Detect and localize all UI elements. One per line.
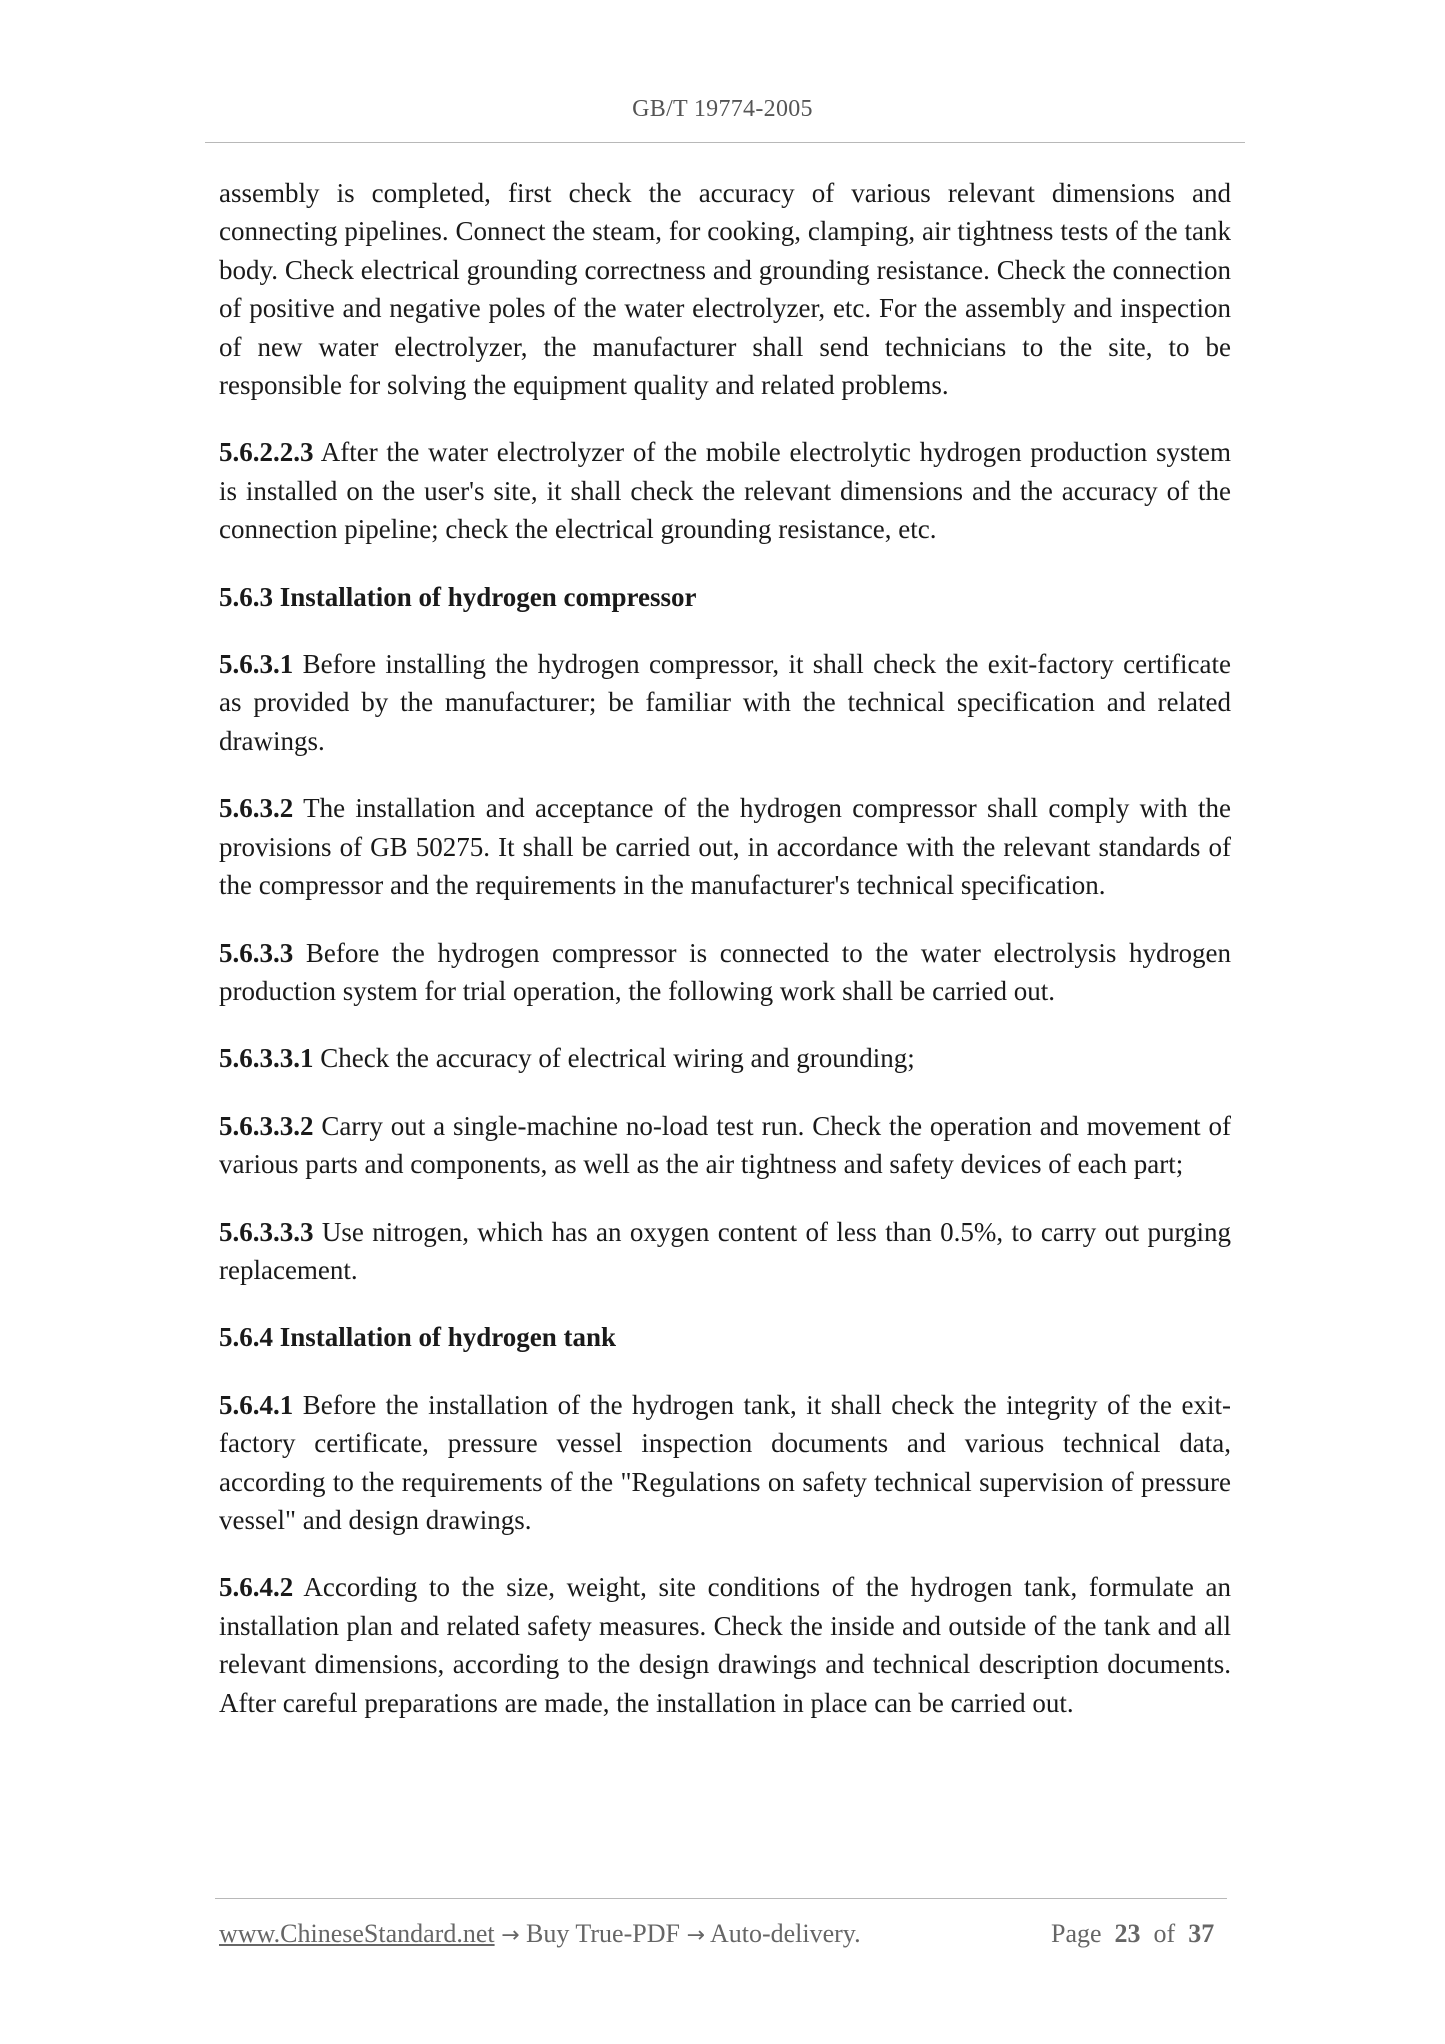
page-current: 23 [1114,1919,1141,1948]
clause-5-6-3-3-3 [219,1213,1231,1290]
clause-5-6-4-1 [219,1386,1231,1540]
header-divider [205,142,1245,143]
page-indicator [1051,1919,1214,1949]
clause-number: 5.6.3.3.3 [219,1216,314,1247]
clause-5-6-3-3-2 [219,1107,1231,1184]
paragraph-text: assembly is completed, first check the accuracy of various relevant dimensions and connecting pipelines. Connect the steam, for cooking, clamping, air tightness tests of the tank body. Check electrical grounding correctness and grounding resistance. Check the connection of positive and negative poles of the water electrolyzer, etc. For the assembly and inspection of new water electrolyzer, the manufacturer shall send technicians to the site, to be responsible for solving the equipment quality and related problems. [219,178,1231,401]
clause-5-6-4-2 [219,1568,1231,1722]
document-code: GB/T 19774-2005 [632,96,813,122]
clause-number: 5.6.3.1 [219,649,294,680]
clause-5-6-3-2 [219,789,1231,904]
clause-number: 5.6.4.2 [219,1572,294,1603]
clause-text: According to the size, weight, site conditions of the hydrogen tank, formulate an installation plan and related safety measures. Check the inside and outside of the tank and all relevant dimensions, according to the design drawings and technical description documents. After careful preparations are made, the installation in place can be carried out. [219,1572,1231,1718]
clause-text: The installation and acceptance of the hydrogen compressor shall comply with the provisions of GB 50275. It shall be carried out, in accordance with the relevant standards of the compressor and the requirements in the manufacturer's technical specification. [219,793,1231,901]
site-link[interactable]: www.ChineseStandard.net [219,1919,495,1948]
clause-text: After the water electrolyzer of the mobile electrolytic hydrogen production system is installed on the user's site, it shall check the relevant dimensions and the accuracy of the connection pipeline; check the electrical grounding resistance, etc. [219,437,1231,545]
clause-5-6-2-2-3 [219,433,1231,548]
page-total: 37 [1188,1919,1215,1948]
section-heading-5-6-4: 5.6.4 Installation of hydrogen tank [219,1322,617,1353]
arrow-right-icon: → [686,1923,705,1948]
clause-text: Before the hydrogen compressor is connected to the water electrolysis hydrogen production system for trial operation, the following work shall be carried out. [219,937,1231,1006]
clause-5-6-3-1 [219,645,1231,760]
page-label: Page [1051,1919,1102,1948]
section-heading-5-6-3: 5.6.3 Installation of hydrogen compressor [219,581,697,612]
clause-text: Before installing the hydrogen compressor, it shall check the exit-factory certificate as provided by the manufacturer; be familiar with the technical specification and related drawings. [219,649,1231,756]
footer-divider [215,1898,1227,1899]
clause-text: Carry out a single-machine no-load test run. Check the operation and movement of various parts and components, as well as the air tightness and safety devices of each part; [219,1110,1231,1180]
clause-number: 5.6.3.3 [219,937,294,968]
buy-true-pdf-text: Buy True-PDF [519,1919,687,1948]
clause-number: 5.6.4.1 [219,1389,294,1420]
clause-number: 5.6.3.3.1 [219,1043,314,1074]
clause-5-6-3-3-1 [219,1039,1231,1077]
clause-text: Use nitrogen, which has an oxygen content of less than 0.5%, to carry out purging replacement. [219,1216,1231,1285]
of-label: of [1153,1919,1176,1948]
clause-number: 5.6.2.2.3 [219,437,314,468]
auto-delivery-text: Auto-delivery. [704,1919,861,1948]
footer-promo [219,1919,861,1949]
paragraph-continuation [219,174,1231,404]
clause-number: 5.6.3.2 [219,793,294,824]
clause-text: Check the accuracy of electrical wiring and grounding; [313,1043,915,1074]
page-header [0,96,1445,123]
clause-5-6-3-3 [219,934,1231,1011]
arrow-right-icon: → [501,1923,520,1948]
clause-text: Before the installation of the hydrogen tank, it shall check the integrity of the exit-factory certificate, pressure vessel inspection documents and various technical data, according to the requirements of the "Regulations on safety technical supervision of pressure vessel" and design drawings. [219,1389,1231,1535]
document-body [219,174,1231,1751]
clause-number: 5.6.3.3.2 [219,1110,314,1141]
